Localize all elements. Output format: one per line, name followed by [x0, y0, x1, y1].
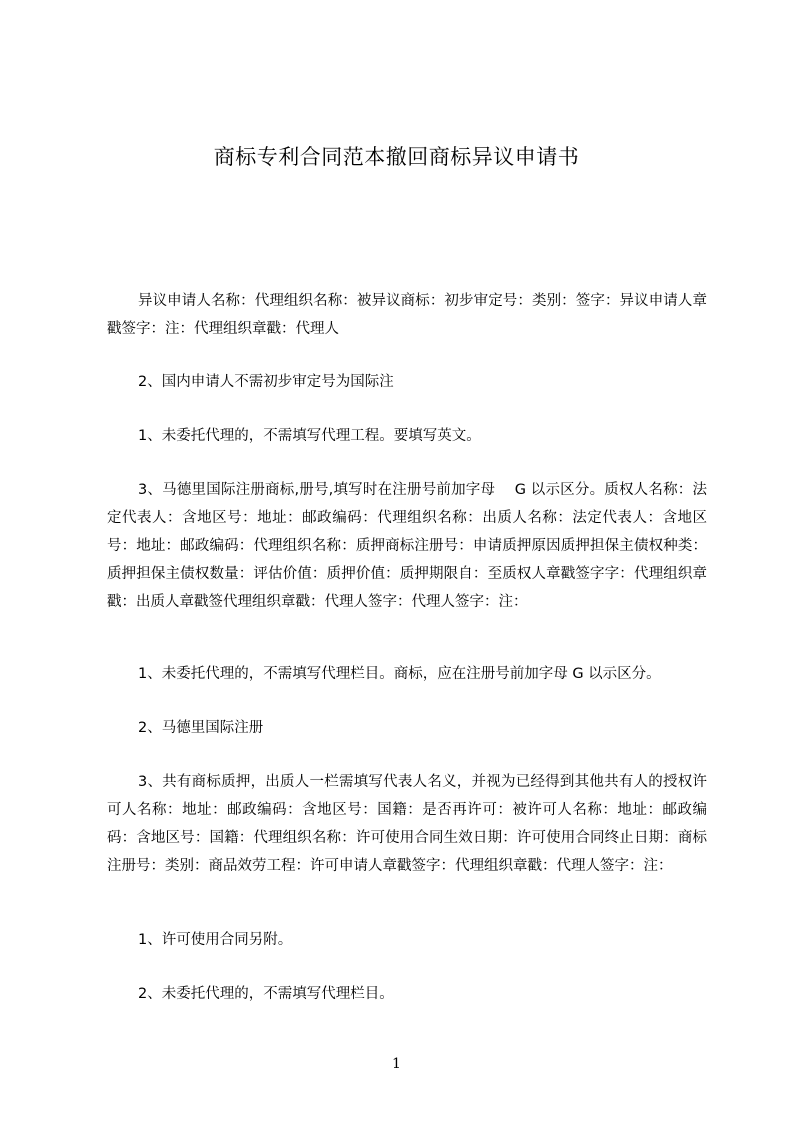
paragraph-pledge-note-1: 1、未委托代理的，不需填写代理栏目。商标，应在注册号前加字母 G 以示区分。: [138, 666, 661, 682]
paragraph-license-note-1: 1、许可使用合同另附。: [138, 932, 293, 948]
paragraph-note-1: 1、未委托代理的，不需填写代理工程。要填写英文。: [138, 428, 481, 444]
paragraph-license-info: 3、共有商标质押，出质人一栏需填写代表人名义，并视为已经得到其他共有人的授权许可人名称：地址：邮政编码：含地区号：国籍：是否再许可：被许可人名称：地址：邮政编码：含地区号：国籍：代理组织名称：许可使用合同生效日期：许可使用合同终止日期：商标注册号：类别：商品效劳工程：许可申请人章戳签字：代理组织章戳：代理人签字：注：: [107, 774, 707, 874]
paragraph-pledge-info: 3、马德里国际注册商标,册号,填写时在注册号前加字母 G 以示区分。质权人名称：法定代表人：含地区号：地址：邮政编码：代理组织名称：出质人名称：法定代表人：含地区号：地址：邮政编码：代理组织名称：质押商标注册号：申请质押原因质押担保主债权种类：质押担保主债权数量：评估价值：质押价值：质押期限自：至质权人章戳签字字：代理组织章戳：出质人章戳签代理组织章戳：代理人签字：代理人签字：注：: [107, 482, 707, 610]
paragraph-license-note-2: 2、未委托代理的，不需填写代理栏目。: [138, 986, 394, 1002]
paragraph-applicant-info: 异议申请人名称：代理组织名称：被异议商标：初步审定号：类别：签字：异议申请人章戳签字：注：代理组织章戳：代理人: [107, 293, 707, 337]
page-number: 1: [392, 1056, 401, 1072]
paragraph-pledge-note-2: 2、马德里国际注册: [138, 720, 264, 736]
paragraph-note-2: 2、国内申请人不需初步审定号为国际注: [138, 374, 394, 390]
document-title: 商标专利合同范本撤回商标异议申请书: [213, 145, 580, 169]
